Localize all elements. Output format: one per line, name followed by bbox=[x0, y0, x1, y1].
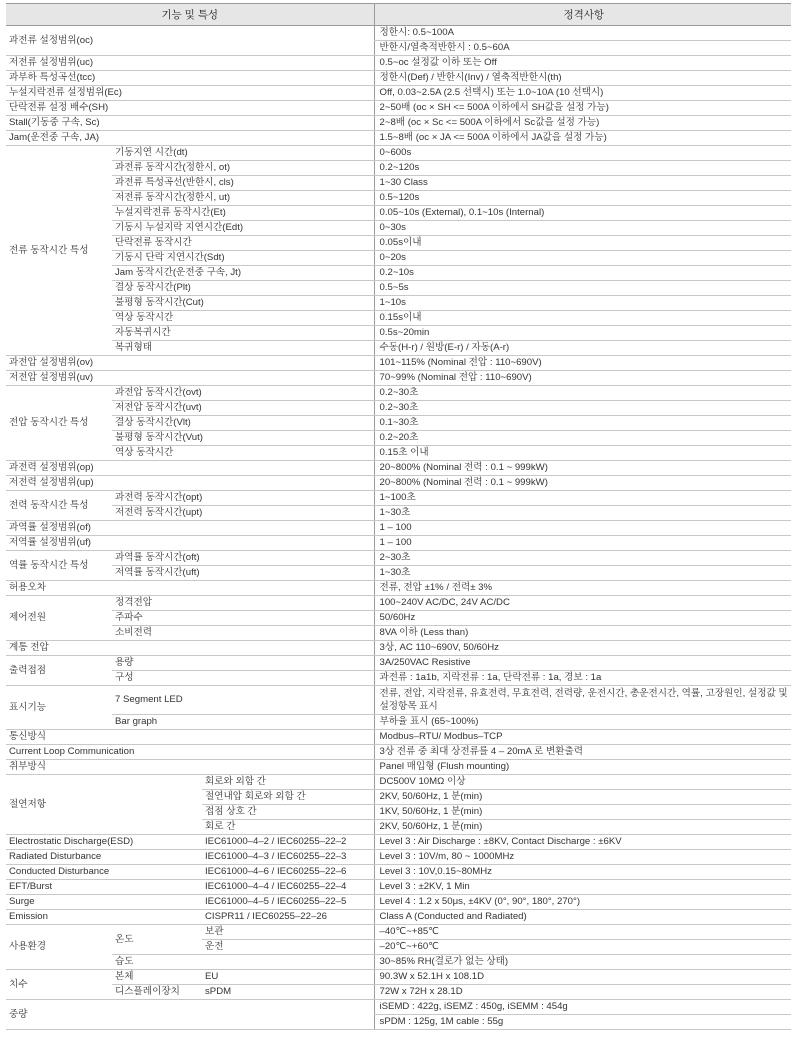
rating-value: 20~800% (Nominal 전력 : 0.1 ~ 999kW) bbox=[374, 461, 791, 476]
sub-feature-label: 본체 bbox=[112, 970, 202, 985]
feature-label: Radiated Disturbance bbox=[6, 850, 202, 865]
sub-sub-feature-label: 보관 bbox=[202, 925, 374, 940]
sub-feature-label: 저전류 동작시간(정한시, ut) bbox=[112, 191, 374, 206]
header-feature: 기능 및 특성 bbox=[6, 4, 374, 26]
rating-value: Off, 0.03~2.5A (2.5 선택시) 또는 1.0~10A (10 선택시) bbox=[374, 86, 791, 101]
feature-group-label: 전력 동작시간 특성 bbox=[6, 491, 112, 521]
feature-group-label: 표시기능 bbox=[6, 686, 112, 730]
rating-value: 1 – 100 bbox=[374, 521, 791, 536]
rating-value: Class A (Conducted and Radiated) bbox=[374, 910, 791, 925]
rating-value: Level 3 : Air Discharge : ±8KV, Contact Discharge : ±6KV bbox=[374, 835, 791, 850]
rating-value: 3A/250VAC Resistive bbox=[374, 656, 791, 671]
sub-feature-label: 저전력 동작시간(upt) bbox=[112, 506, 374, 521]
rating-value: 0~600s bbox=[374, 146, 791, 161]
sub-feature-label: 결상 동작시간(Vlt) bbox=[112, 416, 374, 431]
standard-label: IEC61000–4–5 / IEC60255–22–5 bbox=[202, 895, 374, 910]
sub-feature-label: 구성 bbox=[112, 671, 374, 686]
feature-label: Stall(기동중 구속, Sc) bbox=[6, 116, 374, 131]
feature-label: 저전력 설정범위(up) bbox=[6, 476, 374, 491]
rating-value: 1~30 Class bbox=[374, 176, 791, 191]
feature-group-label: 절연저항 bbox=[6, 775, 202, 835]
feature-label: EFT/Burst bbox=[6, 880, 202, 895]
rating-value: 70~99% (Nominal 전압 : 110~690V) bbox=[374, 371, 791, 386]
rating-value: 1~100초 bbox=[374, 491, 791, 506]
rating-value: 1~10s bbox=[374, 296, 791, 311]
sub-feature-label: 단락전류 동작시간 bbox=[112, 236, 374, 251]
rating-value: 0.2~120s bbox=[374, 161, 791, 176]
rating-value: 0.5~120s bbox=[374, 191, 791, 206]
sub-feature-label: 복귀형태 bbox=[112, 341, 374, 356]
feature-label: 누설지락전류 설정범위(Ec) bbox=[6, 86, 374, 101]
sub-feature-label: 역상 동작시간 bbox=[112, 311, 374, 326]
sub-feature-label: 과전압 동작시간(ovt) bbox=[112, 386, 374, 401]
feature-group-label: 역률 동작시간 특성 bbox=[6, 551, 112, 581]
rating-value: 0.05~10s (External), 0.1~10s (Internal) bbox=[374, 206, 791, 221]
rating-value: 2~50배 (oc × SH <= 500A 이하에서 SH값을 설정 가능) bbox=[374, 101, 791, 116]
sub-sub-feature-label: EU bbox=[202, 970, 374, 985]
rating-value: 20~800% (Nominal 전력 : 0.1 ~ 999kW) bbox=[374, 476, 791, 491]
rating-value: 0~30s bbox=[374, 221, 791, 236]
rating-value: 전류, 전압 ±1% / 전력± 3% bbox=[374, 581, 791, 596]
rating-value: Panel 매입형 (Flush mounting) bbox=[374, 760, 791, 775]
feature-group-label: 치수 bbox=[6, 970, 112, 1000]
rating-value: 0~20s bbox=[374, 251, 791, 266]
feature-group-label: 전류 동작시간 특성 bbox=[6, 146, 112, 356]
sub-feature-label: 7 Segment LED bbox=[112, 686, 374, 715]
sub-feature-label: Jam 동작시간(운전중 구속, Jt) bbox=[112, 266, 374, 281]
sub-feature-label: 기동지연 시간(dt) bbox=[112, 146, 374, 161]
sub-feature-label: 기동시 단락 지연시간(Sdt) bbox=[112, 251, 374, 266]
sub-sub-feature-label: sPDM bbox=[202, 985, 374, 1000]
header-rating: 정격사항 bbox=[374, 4, 791, 26]
rating-value: iSEMD : 422g, iSEMZ : 450g, iSEMM : 454g bbox=[374, 1000, 791, 1015]
rating-value: Modbus–RTU/ Modbus–TCP bbox=[374, 730, 791, 745]
sub-feature-label: 접점 상호 간 bbox=[202, 805, 374, 820]
feature-label: 과부하 특성곡선(tcc) bbox=[6, 71, 374, 86]
rating-value: 1~30초 bbox=[374, 506, 791, 521]
feature-label: 과전류 설정범위(oc) bbox=[6, 26, 374, 56]
rating-value: 90.3W x 52.1H x 108.1D bbox=[374, 970, 791, 985]
sub-feature-label: 저전압 동작시간(uvt) bbox=[112, 401, 374, 416]
feature-label: 계통 전압 bbox=[6, 641, 374, 656]
rating-value: 30~85% RH(결로가 없는 상태) bbox=[374, 955, 791, 970]
feature-label: Conducted Disturbance bbox=[6, 865, 202, 880]
feature-label: 과전압 설정범위(ov) bbox=[6, 356, 374, 371]
rating-value: sPDM : 125g, 1M cable : 55g bbox=[374, 1015, 791, 1030]
feature-label: 중량 bbox=[6, 1000, 374, 1030]
rating-value: 0.05s이내 bbox=[374, 236, 791, 251]
rating-value: 1~30초 bbox=[374, 566, 791, 581]
feature-label: 허용오차 bbox=[6, 581, 374, 596]
sub-feature-label: 과전력 동작시간(opt) bbox=[112, 491, 374, 506]
rating-value: 1 – 100 bbox=[374, 536, 791, 551]
sub-feature-label: 용량 bbox=[112, 656, 374, 671]
rating-value: –20℃~+60℃ bbox=[374, 940, 791, 955]
sub-feature-label: 결상 동작시간(Plt) bbox=[112, 281, 374, 296]
feature-label: 단락전류 설정 배수(SH) bbox=[6, 101, 374, 116]
rating-value: 2~8배 (oc × Sc <= 500A 이하에서 Sc값을 설정 가능) bbox=[374, 116, 791, 131]
rating-value: 반한시/열축적반한시 : 0.5~60A bbox=[374, 41, 791, 56]
sub-feature-label: 불평형 동작시간(Vut) bbox=[112, 431, 374, 446]
rating-value: Level 3 : 10V/m, 80 ~ 1000MHz bbox=[374, 850, 791, 865]
sub-feature-label: 과전류 동작시간(정한시, ot) bbox=[112, 161, 374, 176]
rating-value: 2KV, 50/60Hz, 1 분(min) bbox=[374, 820, 791, 835]
feature-label: 저역률 설정범위(uf) bbox=[6, 536, 374, 551]
rating-value: 100~240V AC/DC, 24V AC/DC bbox=[374, 596, 791, 611]
rating-value: 0.5~oc 설정값 이하 또는 Off bbox=[374, 56, 791, 71]
rating-value: 0.5~5s bbox=[374, 281, 791, 296]
standard-label: CISPR11 / IEC60255–22–26 bbox=[202, 910, 374, 925]
rating-value: 72W x 72H x 28.1D bbox=[374, 985, 791, 1000]
rating-value: 부하율 표시 (65~100%) bbox=[374, 715, 791, 730]
sub-feature-label: 습도 bbox=[112, 955, 374, 970]
sub-feature-label: 디스플레이장치 bbox=[112, 985, 202, 1000]
rating-value: 0.1~30초 bbox=[374, 416, 791, 431]
feature-label: 과역률 설정범위(of) bbox=[6, 521, 374, 536]
rating-value: 3상, AC 110~690V, 50/60Hz bbox=[374, 641, 791, 656]
sub-feature-label: 불평형 동작시간(Cut) bbox=[112, 296, 374, 311]
rating-value: 1KV, 50/60Hz, 1 분(min) bbox=[374, 805, 791, 820]
sub-feature-label: 과전류 특성곡선(반한시, cls) bbox=[112, 176, 374, 191]
standard-label: IEC61000–4–2 / IEC60255–22–2 bbox=[202, 835, 374, 850]
rating-value: 0.15s이내 bbox=[374, 311, 791, 326]
feature-group-label: 사용환경 bbox=[6, 925, 112, 970]
sub-feature-label: 회로와 외함 간 bbox=[202, 775, 374, 790]
feature-label: Emission bbox=[6, 910, 202, 925]
rating-value: 0.2~30초 bbox=[374, 386, 791, 401]
rating-value: Level 4 : 1.2 x 50μs, ±4KV (0°, 90°, 180°, 270°) bbox=[374, 895, 791, 910]
standard-label: IEC61000–4–4 / IEC60255–22–4 bbox=[202, 880, 374, 895]
sub-feature-label: 정격전압 bbox=[112, 596, 374, 611]
standard-label: IEC61000–4–6 / IEC60255–22–6 bbox=[202, 865, 374, 880]
sub-sub-feature-label: 운전 bbox=[202, 940, 374, 955]
sub-feature-label: 온도 bbox=[112, 925, 202, 955]
rating-value: 과전류 : 1a1b, 지락전류 : 1a, 단락전류 : 1a, 경보 : 1a bbox=[374, 671, 791, 686]
rating-value: 0.2~20초 bbox=[374, 431, 791, 446]
rating-value: –40℃~+85℃ bbox=[374, 925, 791, 940]
sub-feature-label: 저역률 동작시간(uft) bbox=[112, 566, 374, 581]
rating-value: 50/60Hz bbox=[374, 611, 791, 626]
rating-value: 0.2~30초 bbox=[374, 401, 791, 416]
rating-value: 정한시(Def) / 반한시(Inv) / 열축적반한시(th) bbox=[374, 71, 791, 86]
feature-label: Electrostatic Discharge(ESD) bbox=[6, 835, 202, 850]
sub-feature-label: 기동시 누설지락 지연시간(Edt) bbox=[112, 221, 374, 236]
spec-table bbox=[6, 3, 791, 1030]
rating-value: 0.2~10s bbox=[374, 266, 791, 281]
sub-feature-label: Bar graph bbox=[112, 715, 374, 730]
sub-feature-label: 역상 동작시간 bbox=[112, 446, 374, 461]
rating-value: 8VA 이하 (Less than) bbox=[374, 626, 791, 641]
rating-value: 수동(H-r) / 원방(E-r) / 자동(A-r) bbox=[374, 341, 791, 356]
rating-value: 전류, 전압, 지락전류, 유효전력, 무효전력, 전력량, 운전시간, 총운전시간, 역률, 고장원인, 설정값 및 설정항목 표시 bbox=[374, 686, 791, 715]
rating-value: 정한시: 0.5~100A bbox=[374, 26, 791, 41]
feature-group-label: 전압 동작시간 특성 bbox=[6, 386, 112, 461]
feature-label: 저전류 설정범위(uc) bbox=[6, 56, 374, 71]
rating-value: 3상 전류 중 최대 상전류를 4 – 20mA 로 변환출력 bbox=[374, 745, 791, 760]
feature-label: 통신방식 bbox=[6, 730, 374, 745]
sub-feature-label: 소비전력 bbox=[112, 626, 374, 641]
rating-value: 1.5~8배 (oc × JA <= 500A 이하에서 JA값을 설정 가능) bbox=[374, 131, 791, 146]
rating-value: 101~115% (Nominal 전압 : 110~690V) bbox=[374, 356, 791, 371]
sub-feature-label: 회로 간 bbox=[202, 820, 374, 835]
rating-value: 2~30초 bbox=[374, 551, 791, 566]
standard-label: IEC61000–4–3 / IEC60255–22–3 bbox=[202, 850, 374, 865]
sub-feature-label: 절연내압 회로와 외함 간 bbox=[202, 790, 374, 805]
rating-value: Level 3 : ±2KV, 1 Min bbox=[374, 880, 791, 895]
rating-value: 0.5s~20min bbox=[374, 326, 791, 341]
feature-label: 취부방식 bbox=[6, 760, 374, 775]
sub-feature-label: 누설지락전류 동작시간(Et) bbox=[112, 206, 374, 221]
rating-value: 0.15초 이내 bbox=[374, 446, 791, 461]
rating-value: Level 3 : 10V,0.15~80MHz bbox=[374, 865, 791, 880]
header-row bbox=[6, 4, 791, 26]
feature-label: 과전력 설정범위(op) bbox=[6, 461, 374, 476]
feature-group-label: 제어전원 bbox=[6, 596, 112, 641]
rating-value: 2KV, 50/60Hz, 1 분(min) bbox=[374, 790, 791, 805]
rating-value: DC500V 10MΩ 이상 bbox=[374, 775, 791, 790]
feature-group-label: 출력접점 bbox=[6, 656, 112, 686]
feature-label: 저전압 설정범위(uv) bbox=[6, 371, 374, 386]
feature-label: Jam(운전중 구속, JA) bbox=[6, 131, 374, 146]
sub-feature-label: 과역률 동작시간(oft) bbox=[112, 551, 374, 566]
feature-label: Current Loop Communication bbox=[6, 745, 374, 760]
sub-feature-label: 자동복귀시간 bbox=[112, 326, 374, 341]
sub-feature-label: 주파수 bbox=[112, 611, 374, 626]
feature-label: Surge bbox=[6, 895, 202, 910]
